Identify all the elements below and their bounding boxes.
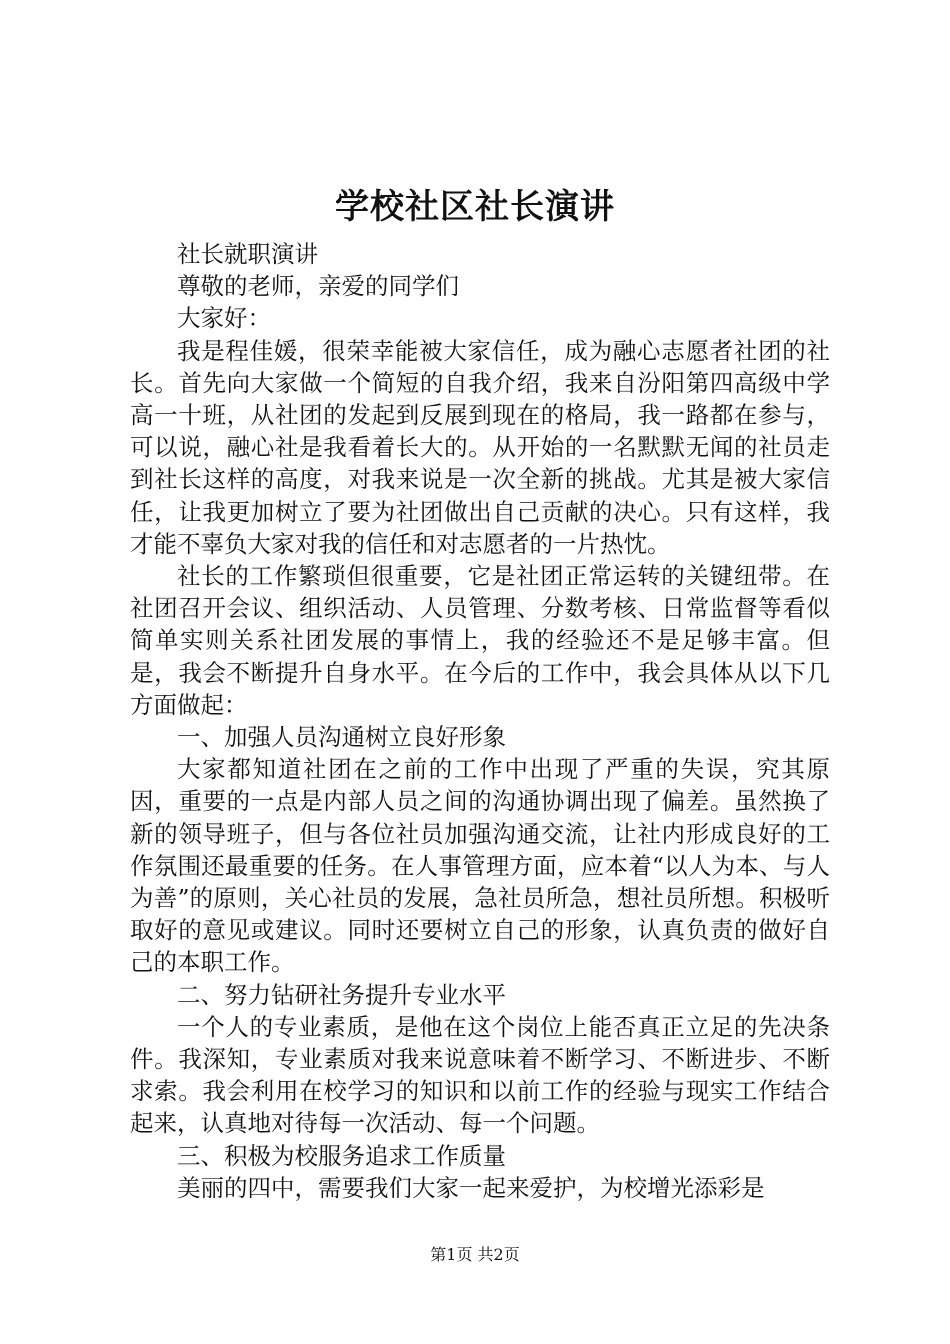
- document-title: 学校社区社长演讲: [335, 187, 615, 227]
- section-heading: 三、积极为校服务追求工作质量: [177, 1141, 506, 1170]
- section-heading: 二、努力钻研社务提升专业水平: [177, 980, 506, 1009]
- paragraph: 一个人的专业素质，是他在这个岗位上能否真正立足的先决条件。我深知，专业素质对我来说意味着不断学习、不断进步、不断求索。我会利用在校学习的知识和以前工作的经验与现实工作结合起来，认真地对待每一次活动、每一个问题。: [130, 1012, 830, 1138]
- page-indicator: 第1页 共2页: [430, 1245, 520, 1264]
- document-body: [130, 238, 830, 1204]
- section-heading: 一、加强人员沟通树立良好形象: [177, 723, 506, 752]
- paragraph: 大家好：: [177, 304, 271, 333]
- paragraph: 社长就职演讲: [177, 240, 318, 268]
- paragraph: 尊敬的老师，亲爱的同学们: [177, 272, 459, 301]
- paragraph: 我是程佳媛，很荣幸能被大家信任，成为融心志愿者社团的社长。首先向大家做一个简短的自我介绍，我来自汾阳第四高级中学高一十班，从社团的发起到反展到现在的格局，我一路都在参与，可以说，融心社是我看着长大的。从开始的一名默默无闻的社员走到社长这样的高度，对我来说是一次全新的挑战。尤其是被大家信任，让我更加树立了要为社团做出自己贡献的决心。只有这样，我才能不辜负大家对我的信任和对志愿者的一片热忱。: [130, 336, 830, 558]
- paragraph: 美丽的四中，需要我们大家一起来爱护，为校增光添彩是: [177, 1173, 765, 1202]
- paragraph: 社长的工作繁琐但很重要，它是社团正常运转的关键纽带。在社团召开会议、组织活动、人员管理、分数考核、日常监督等看似简单实则关系社团发展的事情上，我的经验还不是足够丰富。但是，我会不断提升自身水平。在今后的工作中，我会具体从以下几方面做起：: [130, 562, 830, 719]
- paragraph: 大家都知道社团在之前的工作中出现了严重的失误，究其原因，重要的一点是内部人员之间的沟通协调出现了偏差。虽然换了新的领导班子，但与各位社员加强沟通交流，让社内形成良好的工作氛围还最重要的任务。在人事管理方面，应本着“以人为本、与人为善”的原则，关心社员的发展，急社员所急，想社员所想。积极听取好的意见或建议。同时还要树立自己的形象，认真负责的做好自己的本职工作。: [130, 755, 830, 977]
